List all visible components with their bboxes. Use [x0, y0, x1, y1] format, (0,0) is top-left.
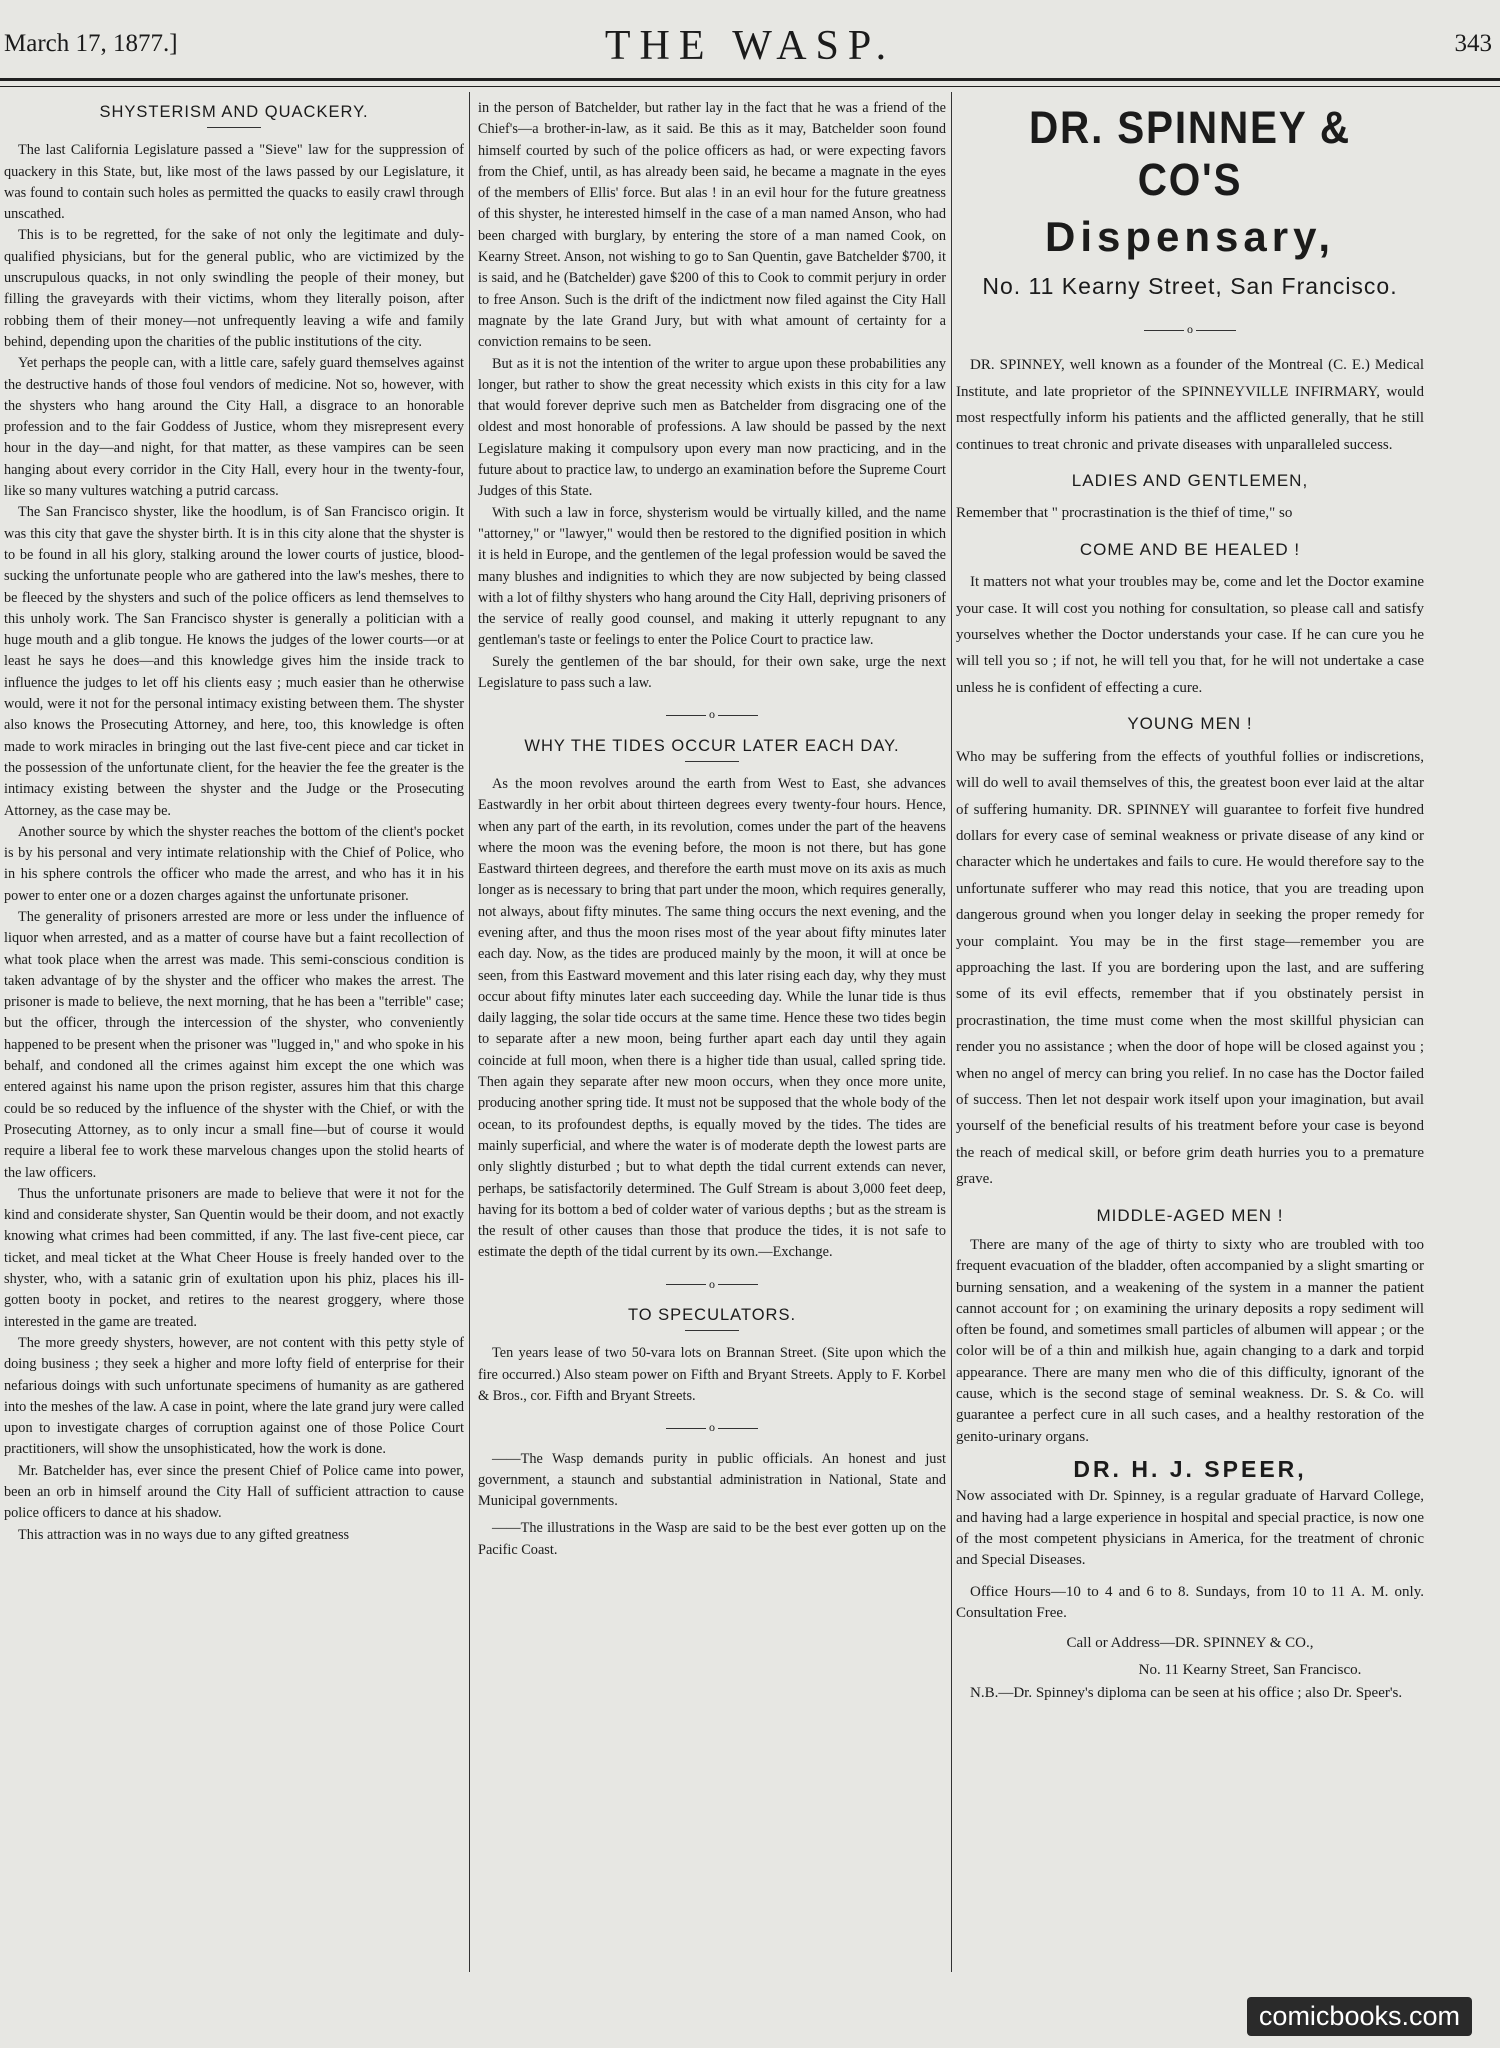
paragraph: Thus the unfortunate prisoners are made to believe that were it not for the kind and considerate shyster, San Quentin would be their doom, and not exactly knowing what crimes had been committed, if any. The last five-cent piece, car ticket, and meal ticket at the What Cheer House is freely handed over to the shyster, who, with a satanic grin of exultation upon his phiz, places his ill-gotten booty in pocket, and retires to the nearest groggery, where those interested in the game are treated. — [4, 1185, 464, 1330]
ad-title: DR. SPINNEY & CO'S — [1029, 102, 1351, 205]
masthead-rule-thick — [0, 78, 1500, 81]
section-divider: o — [478, 704, 946, 725]
ad-text: Remember that " procrastination is the thief of time," so — [956, 505, 1293, 522]
office-hours: Office Hours—10 to 4 and 6 to 8. Sundays, from 10 to 11 A. M. only. Consultation Free. — [956, 1583, 1424, 1621]
paragraph: Yet perhaps the people can, with a little care, safely guard themselves against the destructive hands of those foul vendors of medicine. Not so, however, with the shysters who hang around the City Hall, a disgrace to an honorable profession and to the fair Goddess of Justice, whom they misrepresent every hour in the day—and night, for that matter, as these vampires can be seen hanging about every corridor in the City Hall, every hour in the twenty-four, like so many vultures watching a putrid carcass. — [4, 355, 464, 500]
column-middle — [478, 98, 946, 1978]
page-number: 343 — [1454, 30, 1492, 57]
paragraph: This attraction was in no ways due to any gifted greatness — [18, 1526, 350, 1543]
heading-rule — [685, 1330, 739, 1331]
column-shysterism — [4, 98, 464, 1978]
paragraph: The San Francisco shyster, like the hoodlum, is of San Francisco origin. It was this city that gave the shyster birth. It is in this city alone that the shyster is to be found in all his glory, stalking around the lower courts of justice, blood-sucking the unfortunate people who are gathered into the law's meshes, there to be fleeced by the shysters and such of the police officers as lend themselves to this unholy work. The San Francisco shyster is generally a politician with a huge mouth and a glib tongue. He knows the judges of the lower courts—or at least he says he does—and this knowledge gives him the inside track to influence the judges to let off his clients easy ; much easier than he otherwise would, were it not for the personal intimacy existing between them. The shyster also knows the Prosecuting Attorney, and here, too, this knowledge is often made to work miracles in bringing out the last five-cent piece and car ticket in the possession of the unfortunate client, for the heavier the fee the greater is the intimacy existing between the shyster and the Judge or the Prosecuting Attorney, as the case may be. — [4, 504, 464, 819]
ad-heading-ladies: LADIES AND GENTLEMEN, — [1071, 471, 1309, 491]
call-address: No. 11 Kearny Street, San Francisco. — [1138, 1661, 1362, 1678]
watermark-logo: comicbooks.com — [1247, 1997, 1472, 2036]
paragraph: The last California Legislature passed a "Sieve" law for the suppression of quackery in this State, but, like most of the laws passed by our Legislature, it was found to contain such holes as permitted the quacks to easily crawl through unscathed. — [4, 142, 464, 223]
paragraph: With such a law in force, shysterism would be virtually killed, and the name "attorney," or "lawyer," would then be restored to the dignified position in which it is held in Europe, and the gentlemen of the legal profession would be saved the many blushes and indignities to which they are now subjected by being classed with a lot of filthy shysters who hang around the City Hall, depriving prisoners of the service of really good counsel, and making it utterly repugnant to any gentleman's taste or feelings to enter the Police Court to practice law. — [478, 504, 946, 649]
paragraph: This is to be regretted, for the sake of not only the legitimate and duly-qualified physicians, but for the general public, who are victimized by the unscrupulous quacks, in not only swindling the people of their money, but filling the graveyards with their victims, whom they literally poison, after robbing them of their money—not unfrequently leaving a wife and family behind, depending upon the charities of the public institutions of the city. — [4, 227, 464, 350]
heading-rule — [207, 127, 261, 128]
article-heading-tides: WHY THE TIDES OCCUR LATER EACH DAY. — [524, 736, 900, 755]
section-divider: o — [478, 1274, 946, 1295]
heading-rule — [685, 761, 739, 762]
column-divider-1 — [469, 92, 470, 1972]
issue-date: March 17, 1877.] — [4, 30, 178, 57]
column-advertisement — [956, 98, 1424, 1978]
wasp-note: ——The Wasp demands purity in public officials. An honest and just government, a staunch and substantial administration in National, State and Municipal governments. — [478, 1450, 946, 1510]
masthead-rule-thin — [0, 86, 1500, 87]
article-heading-shysterism: SHYSTERISM AND QUACKERY. — [99, 103, 369, 121]
ad-text: Now associated with Dr. Spinney, is a regular graduate of Harvard College, and having had a large experience in hospital and special practice, is now one of the most competent physicians in America, for the treatment of chronic and Special Diseases. — [956, 1488, 1424, 1569]
ad-subtitle: Dispensary, — [1045, 213, 1335, 260]
ad-heading-young: YOUNG MEN ! — [1127, 714, 1253, 734]
paragraph: As the moon revolves around the earth from West to East, she advances Eastwardly in her orbit about thirteen degrees every twenty-four hours. Hence, when any part of the earth, in its revolution, comes under the part of the heavens where the moon was the evening before, the moon is not there, but has gone Eastward thirteen degrees, and therefore the earth must move on its axis as much longer as is necessary to bring that part under the moon, which requires generally, not always, about fifty minutes. The same thing occurs the next evening, and the evening after, and thus the moon rises most of the year about fifty minutes later each day. Now, as the tides are produced mainly by the moon, it will at once be seen, from this Eastward movement and this later rising each day, why they must occur about fifty minutes later each succeeding day. While the lunar tide is thus daily lagging, the solar tide occurs at the same time. Hence these two tides begin to separate after a new moon, being further apart each day until they again coincide at full moon, when there is a higher tide than usual, called spring tide. Then again they separate after new moon occurs, when they once more unite, producing another spring tide. It must not be supposed that the whole body of the ocean, to its profoundest depths, is equally moved by the tides. The tides are mainly superficial, and where the water is of moderate depth the lowest parts are only slightly disturbed ; but to what depth the tidal current extends can never, perhaps, be satisfactorily determined. The Gulf Stream is about 3,000 feet deep, having for its bottom a bed of colder water of various depths ; but as the stream is the result of other causes than those that produce the tides, it is not safe to estimate the depth of the tidal current by its own.—Exchange. — [478, 775, 946, 1261]
ad-text: There are many of the age of thirty to sixty who are troubled with too frequent evacuation of the bladder, often accompanied by a slight smarting or burning sensation, and a weakening of the system in a manner the patient cannot account for ; on examining the urinary deposits a ropy sediment will often be found, and sometimes small particles of albumen will appear ; or the color will be of a thin and milkish hue, again changing to a dark and torpid appearance. There are many men who die of this difficulty, ignorant of the cause, which is the second stage of seminal weakness. Dr. S. & Co. will guarantee a perfect cure in all such cases, and a healthy restoration of the genito-urinary organs. — [956, 1237, 1424, 1445]
paragraph: Another source by which the shyster reaches the bottom of the client's pocket is by his personal and very intimate relationship with the Chief of Police, who in his sphere controls the officer who made the arrest, and who has it in his power to enter one or a dozen charges against the unfortunate prisoner. — [4, 823, 464, 904]
ad-address: No. 11 Kearny Street, San Francisco. — [982, 273, 1398, 299]
ad-heading-middle: MIDDLE-AGED MEN ! — [1096, 1205, 1284, 1225]
nota-bene: N.B.—Dr. Spinney's diploma can be seen at his office ; also Dr. Speer's. — [970, 1684, 1403, 1701]
paragraph: The generality of prisoners arrested are more or less under the influence of liquor when arrested, and as a matter of course have but a faint recollection of what took place when the arrest was made. This semi-conscious condition is taken advantage of by the shyster and the officer who makes the arrest. The prisoner is made to believe, the next morning, that he has been a "terrible" case; but the officer, through the intercession of the shyster, who conveniently happened to be present when the prisoner was "lugged in," and who spoke in his behalf, and condoned all the crimes against him except the one which was entered against his name upon the prison register, assures him that this charge could be so reduced by the influence of the shyster with the Chief, or with the Prosecuting Attorney, as to only incur a small fine—but of course it would require a liberal fee to work these marvelous changes upon the stolid hearts of the law officers. — [4, 908, 464, 1181]
paragraph: in the person of Batchelder, but rather lay in the fact that he was a friend of the Chief's—a brother-in-law, as it said. Be this as it may, Batchelder soon found himself courted by such of the police officers as had, or were expecting favors from the Chief, until, as has already been said, he became a magnate in the eyes of the members of Ellis' force. But alas ! in an evil hour for the future greatness of this shyster, he interested himself in the case of a man named Anson, who had been charged with burglary, by entering the store of a man named Cook, on Kearny Street. Anson, not wishing to go to San Quentin, gave Batchelder $700, it is said, and he (Batchelder) gave $200 of this to Cook to commit perjury in order to free Anson. Such is the drift of the indictment now filed against the City Hall magnate by the late Grand Jury, but with what amount of certainty for a conviction remains to be seen. — [478, 100, 946, 351]
call-line: Call or Address—DR. SPINNEY & CO., — [1066, 1635, 1314, 1652]
ad-text: It matters not what your troubles may be, come and let the Doctor examine your case. It will cost you nothing for consultation, so please call and satisfy yourselves whether the Doctor understands your case. If he can cure you he will tell you so ; if not, he will tell you that, for he will not undertake a case unless he is confident of effecting a cure. — [956, 574, 1424, 696]
article-heading-speculators: TO SPECULATORS. — [627, 1306, 797, 1325]
ad-text: Who may be suffering from the effects of youthful follies or indiscretions, will do well to avail themselves of this, the greatest boon ever laid at the altar of suffering humanity. DR. SPINNEY will guarantee to forfeit five hundred dollars for every case of seminal weakness or private disease of any kind or character which he undertakes and fails to cure. He would therefore say to the unfortunate sufferer who may read this notice, that you are treading upon dangerous ground when you longer delay in seeking the proper remedy for your complaint. You may be in the first stage—remember you are approaching the last. If you are bordering upon the last, and are suffering some of its evil effects, remember that if you obstinately persist in procrastination, the time must come when the most skillful physician can render you no assistance ; when the door of hope will be closed against you ; when no angel of mercy can bring you relief. In no case has the Doctor failed of success. Then let not despair work itself upon your imagination, but avail yourself of the beneficial results of his treatment before your case is beyond the reach of medical skill, or before grim death hurries you to a premature grave. — [956, 748, 1424, 1188]
paragraph: Mr. Batchelder has, ever since the present Chief of Police came into power, been an orb in himself around the City Hall of sufficient attraction to cause police officers to dance at his shadow. — [4, 1462, 464, 1522]
masthead — [0, 22, 1500, 72]
paragraph: Ten years lease of two 50-vara lots on Brannan Street. (Site upon which the fire occurred.) Also steam power on Fifth and Bryant Streets. Apply to F. Korbel & Bros., cor. Fifth and Bryant Streets. — [478, 1345, 946, 1404]
ad-heading-speer: DR. H. J. SPEER, — [1073, 1455, 1307, 1482]
column-divider-2 — [951, 92, 952, 1972]
section-divider: o — [956, 316, 1424, 342]
paragraph: The more greedy shysters, however, are not content with this petty style of doing business ; they seek a higher and more lofty field of enterprise for their nefarious doings with such unfortunate specimens of humanity as are gathered into the meshes of the law. A case in point, where the late grand jury were called upon to investigate charges of corruption against one of those Police Court practitioners, will show the unsophisticated, how the work is done. — [4, 1334, 464, 1458]
newspaper-title: THE WASP. — [604, 23, 896, 69]
ad-intro: DR. SPINNEY, well known as a founder of the Montreal (C. E.) Medical Institute, and late proprietor of the SPINNEYVILLE INFIRMARY, would most respectfully inform his patients and the afflicted generally, that he still continues to treat chronic and private diseases with unparalleled success. — [956, 357, 1424, 453]
paragraph: Surely the gentlemen of the bar should, for their own sake, urge the next Legislature to pass such a law. — [478, 653, 946, 692]
wasp-note: ——The illustrations in the Wasp are said to be the best ever gotten up on the Pacific Coast. — [478, 1520, 946, 1558]
section-divider: o — [478, 1417, 946, 1438]
paragraph: But as it is not the intention of the writer to argue upon these probabilities any longer, but rather to show the great necessity which exists in this city for a law that would forever deprive such men as Batchelder from disgracing one of the oldest and most honorable of professions. A law should be passed by the next Legislature making it compulsory upon every man now practicing, and in the future about to practice law, to undergo an examination before the Supreme Court Judges of this State. — [478, 355, 946, 500]
ad-heading-healed: COME AND BE HEALED ! — [1079, 539, 1301, 559]
